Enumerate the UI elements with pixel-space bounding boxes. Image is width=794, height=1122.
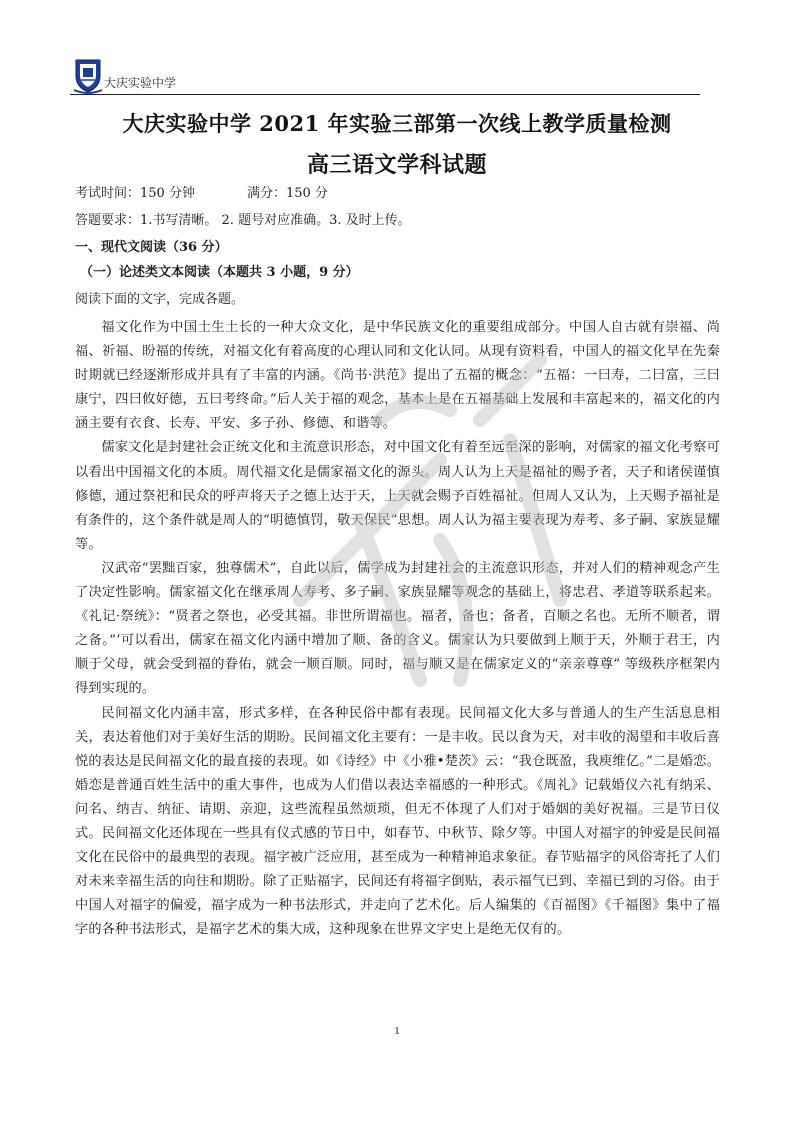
reading-passage (75, 316, 720, 942)
header-divider (70, 94, 700, 95)
exam-score: 满分：150 分 (246, 186, 328, 201)
passage-paragraph: 汉武帝“罢黜百家，独尊儒术”，自此以后，儒学成为封建社会的主流意识形态，并对人们的精神观念产生了决定性影响。儒家福文化在继承周人寿考、多子嗣、家族显耀等观念的基础上，将忠君、孝道等联系起来。《礼记·祭统》：“贤者之祭也，必受其福。非世所谓福也。福者，备也；备者，百顺之名也。无所不顺者，谓之备。”’可以看出，儒家在福文化内涵中增加了顺、备的含义。儒家认为只要做到上顺于天，外顺于君王，内顺于父母，就会受到福的眷佑，就会一顺百顺。同时，福与顺又是在儒家定义的“亲亲尊尊” 等级秩序框架内得到实现的。 (75, 560, 720, 697)
exam-time: 考试时间：150 分钟 (75, 186, 195, 201)
passage-paragraph: 儒家文化是封建社会正统文化和主流意识形态，对中国文化有着至远至深的影响，对儒家的福文化考察可以看出中国福文化的本质。周代福文化是儒家福文化的源头。周人认为上天是福祉的赐予者，天子和诸侯谨慎修德，通过祭祀和民众的呼声将天子之德上达于天，上天就会赐予百姓福祉。但周人又认为，上天赐予福祉是有条件的，这个条件就是周人的“明德慎罚，敬天保民”思想。周人认为福主要表现为寿考、多子嗣、家族显耀等。 (75, 440, 720, 552)
passage-paragraph: 民间福文化内涵丰富，形式多样，在各种民俗中都有表现。民间福文化大多与普通人的生产生活息息相关，表达着他们对于美好生活的期盼。民间福文化主要有：一是丰收。民以食为天，对丰收的渴望和丰收后喜悦的表达是民间福文化的最直接的表现。如《诗经》中《小雅•楚茨》云：“我仓既盈，我庾维亿。”二是婚恋。婚恋是普通百姓生活中的重大事件，也成为人们借以表达幸福感的一种形式。《周礼》记载婚仪六礼有纳采、问名、纳吉、纳征、请期、亲迎，这些流程虽然烦琐，但无不体现了人们对于婚姻的美好祝福。三是节日仪式。民间福文化还体现在一些具有仪式感的节日中，如春节、中秋节、除夕等。中国人对福字的钟爱是民间福文化在民俗中的最典型的表现。福字被广泛应用，甚至成为一种精神追求象征。春节贴福字的风俗寄托了人们对未来幸福生活的向往和期盼。除了正贴福字，民间还有将福字倒贴，表示福气已到、幸福已到的习俗。由于中国人对福字的偏爱，福字成为一种书法形式，并走向了艺术化。后人编集的《百福图》《千福图》集中了福字的各种书法形式，是福字艺术的集大成，这种现象在世界文字史上是绝无仅有的。 (75, 705, 720, 938)
reading-instruction: 阅读下面的文字，完成各题。 (75, 292, 245, 307)
exam-subtitle: 高三语文学科试题 (306, 152, 487, 178)
page-number: 1 (394, 1025, 400, 1037)
exam-title: 大庆实验中学 2021 年实验三部第一次线上教学质量检测 (122, 111, 672, 136)
header-school-name: 大庆实验中学 (104, 76, 177, 90)
subsection-heading: （一）论述类文本阅读（本题共 3 小题，9 分） (80, 265, 359, 280)
section-heading: 一、现代文阅读（36 分） (75, 240, 228, 255)
passage-paragraph: 福文化作为中国土生土长的一种大众文化，是中华民族文化的重要组成部分。中国人自古就有崇福、尚福、祈福、盼福的传统，对福文化有着高度的心理认同和文化认同。从现有资料看，中国人的福文化早在先秦时期就已经逐渐形成并具有了丰富的内涵。《尚书·洪范》提出了五福的概念：“五福：一曰寿，二曰富，三曰康宁，四曰攸好德，五曰考终命。”后人关于福的观念，基本上是在五福基础上发展和丰富起来的，福文化的内涵主要有衣食、长寿、平安、多子孙、修德、和谐等。 (75, 320, 720, 432)
answer-requirements: 答题要求：1.书写清晰。 2. 题号对应准确。3. 及时上传。 (75, 213, 411, 228)
exam-info-line (75, 184, 328, 204)
page-header (70, 56, 700, 96)
school-crest-icon (72, 56, 104, 94)
